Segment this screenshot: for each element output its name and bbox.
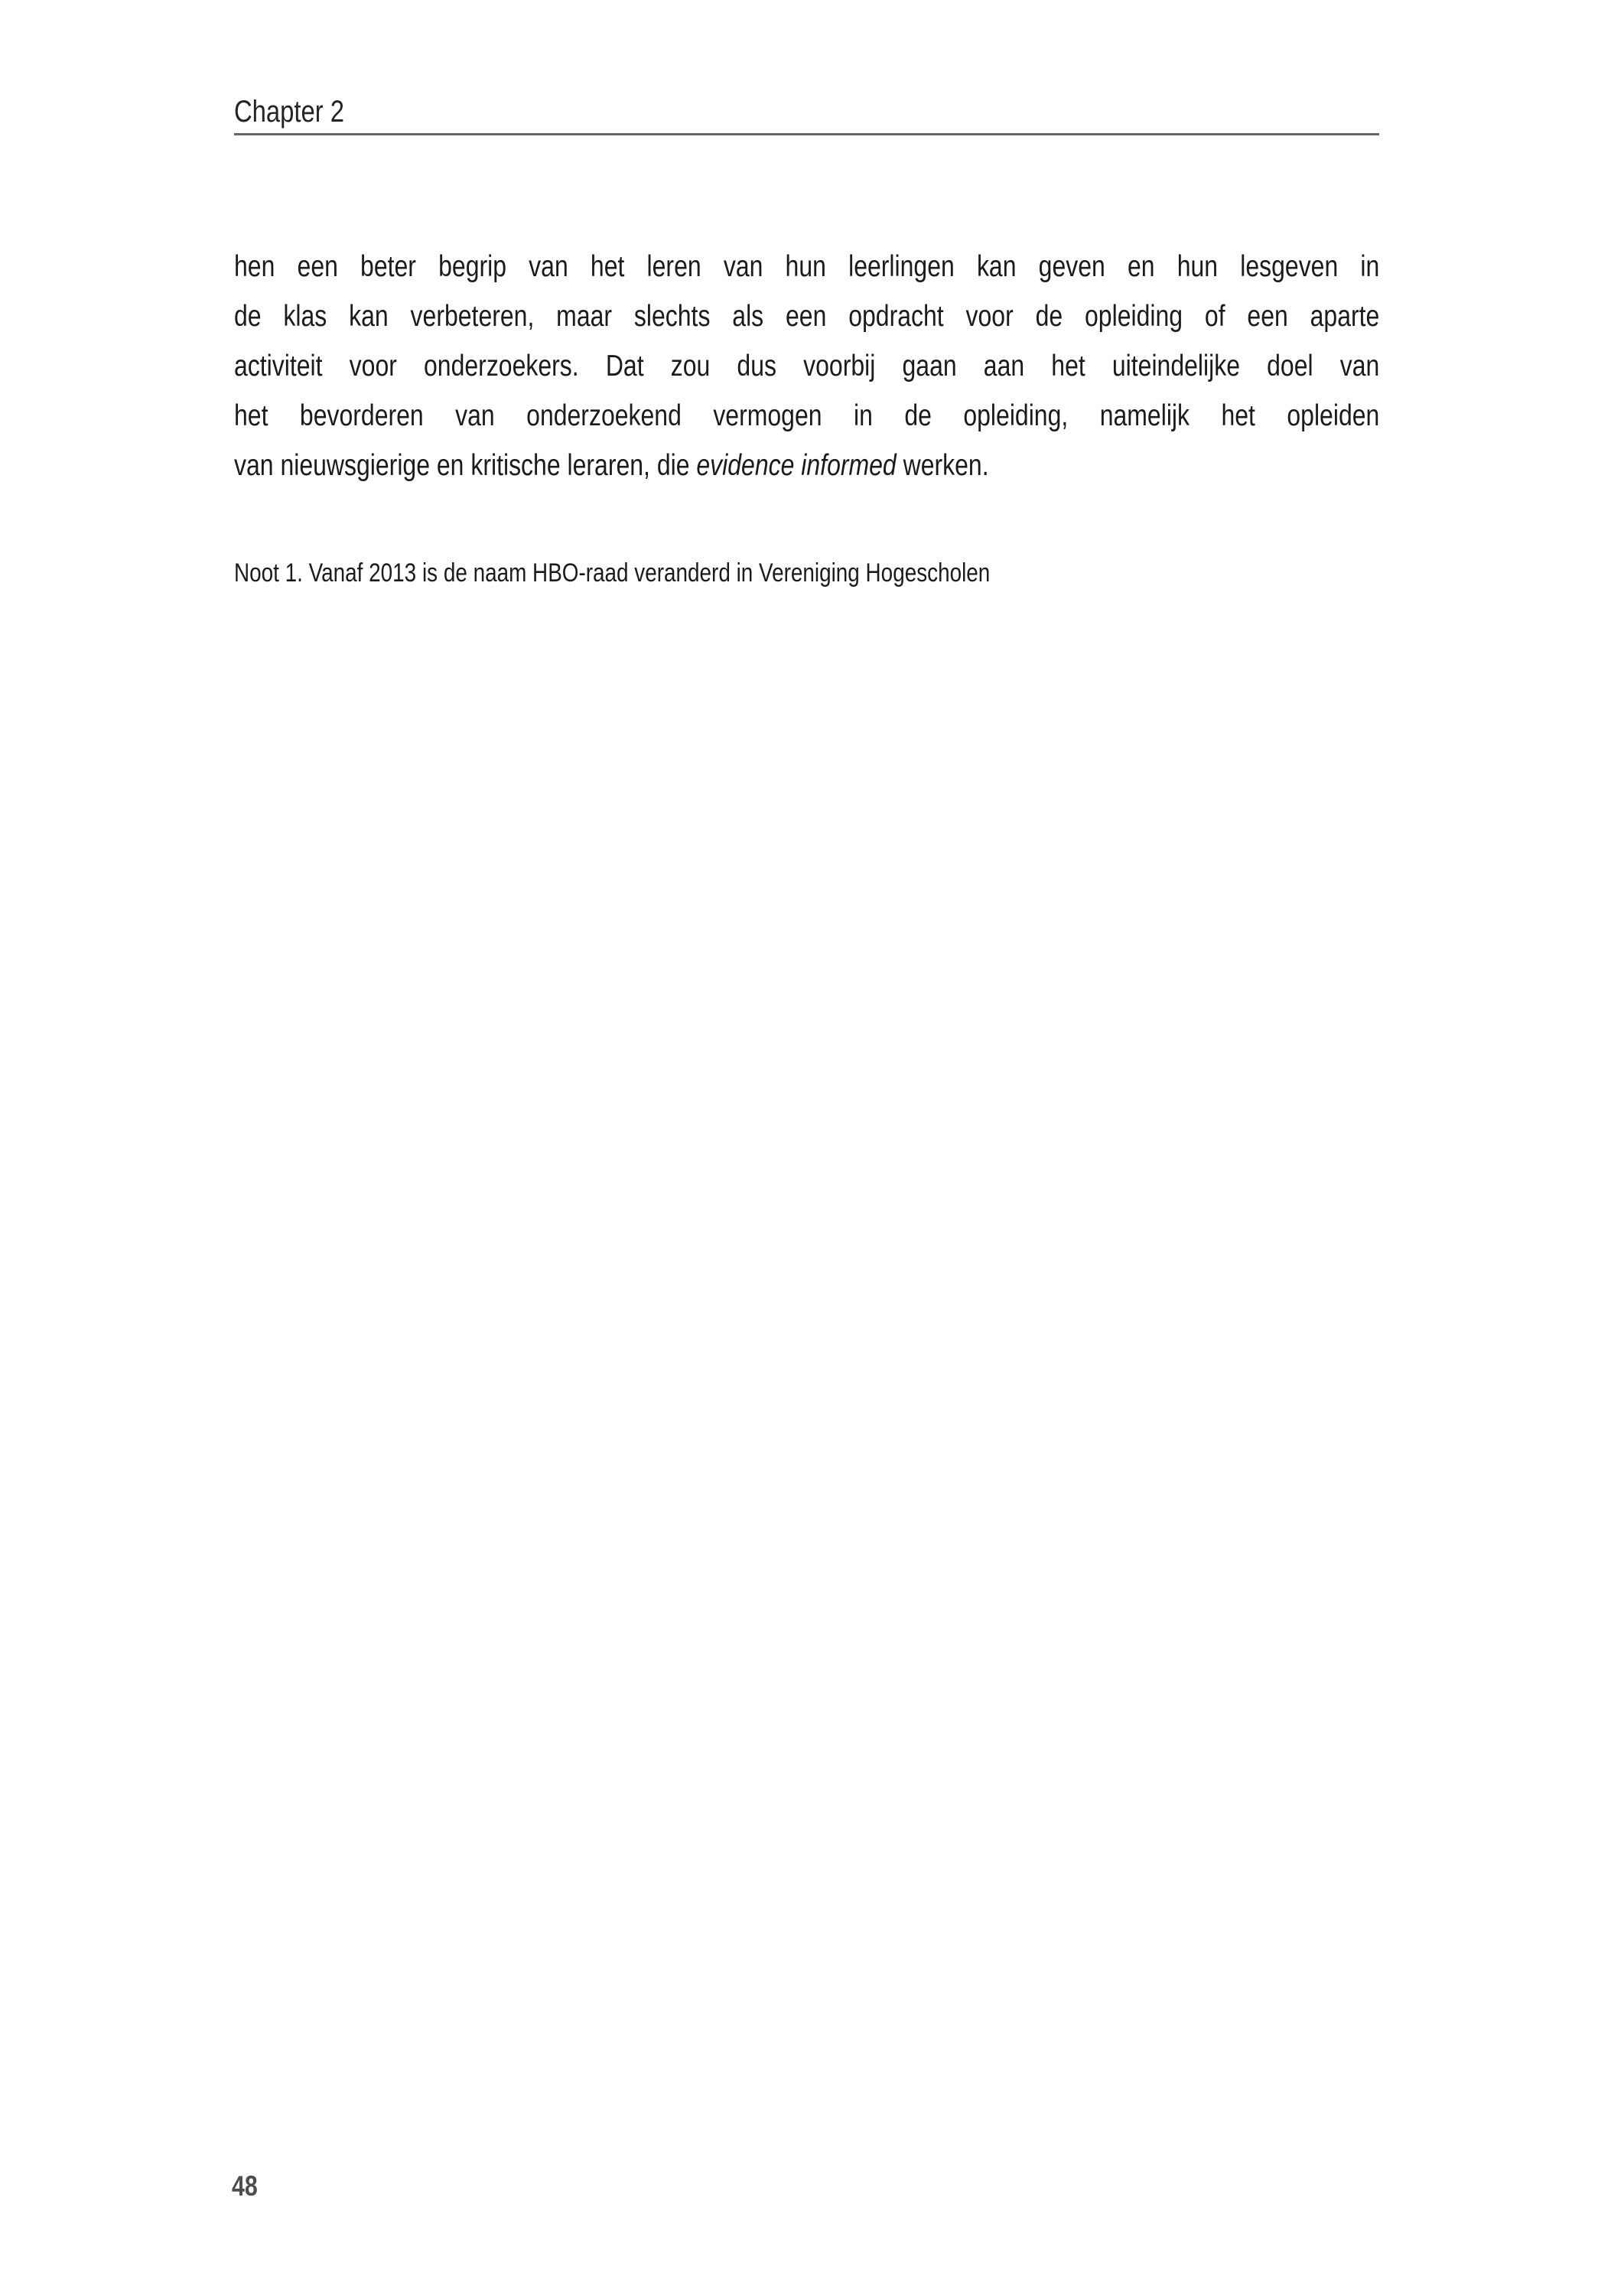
- chapter-header: Chapter 2: [234, 95, 345, 129]
- paragraph-line: de klas kan verbeteren, maar slechts als een opdracht voor de opleiding of een aparte: [234, 300, 1380, 333]
- last-line-text-after: werken.: [896, 449, 989, 482]
- header-rule: [234, 133, 1379, 135]
- last-line-text-before: van nieuwsgierige en kritische leraren, die: [234, 449, 697, 482]
- paragraph-line: het bevorderen van onderzoekend vermogen in de opleiding, namelijk het opleiden: [234, 399, 1380, 432]
- paragraph-last-line: [234, 441, 1379, 490]
- body-paragraph: [234, 242, 1379, 490]
- page-number: 48: [232, 2170, 258, 2202]
- paragraph-line: hen een beter begrip van het leren van hun leerlingen kan geven en hun lesgeven in: [234, 250, 1380, 283]
- footnote: Noot 1. Vanaf 2013 is de naam HBO-raad veranderd in Vereniging Hogescholen: [234, 558, 991, 588]
- paragraph-line: activiteit voor onderzoekers. Dat zou dus voorbij gaan aan het uiteindelijke doel van: [234, 350, 1380, 382]
- last-line-italic-phrase: evidence informed: [696, 449, 897, 482]
